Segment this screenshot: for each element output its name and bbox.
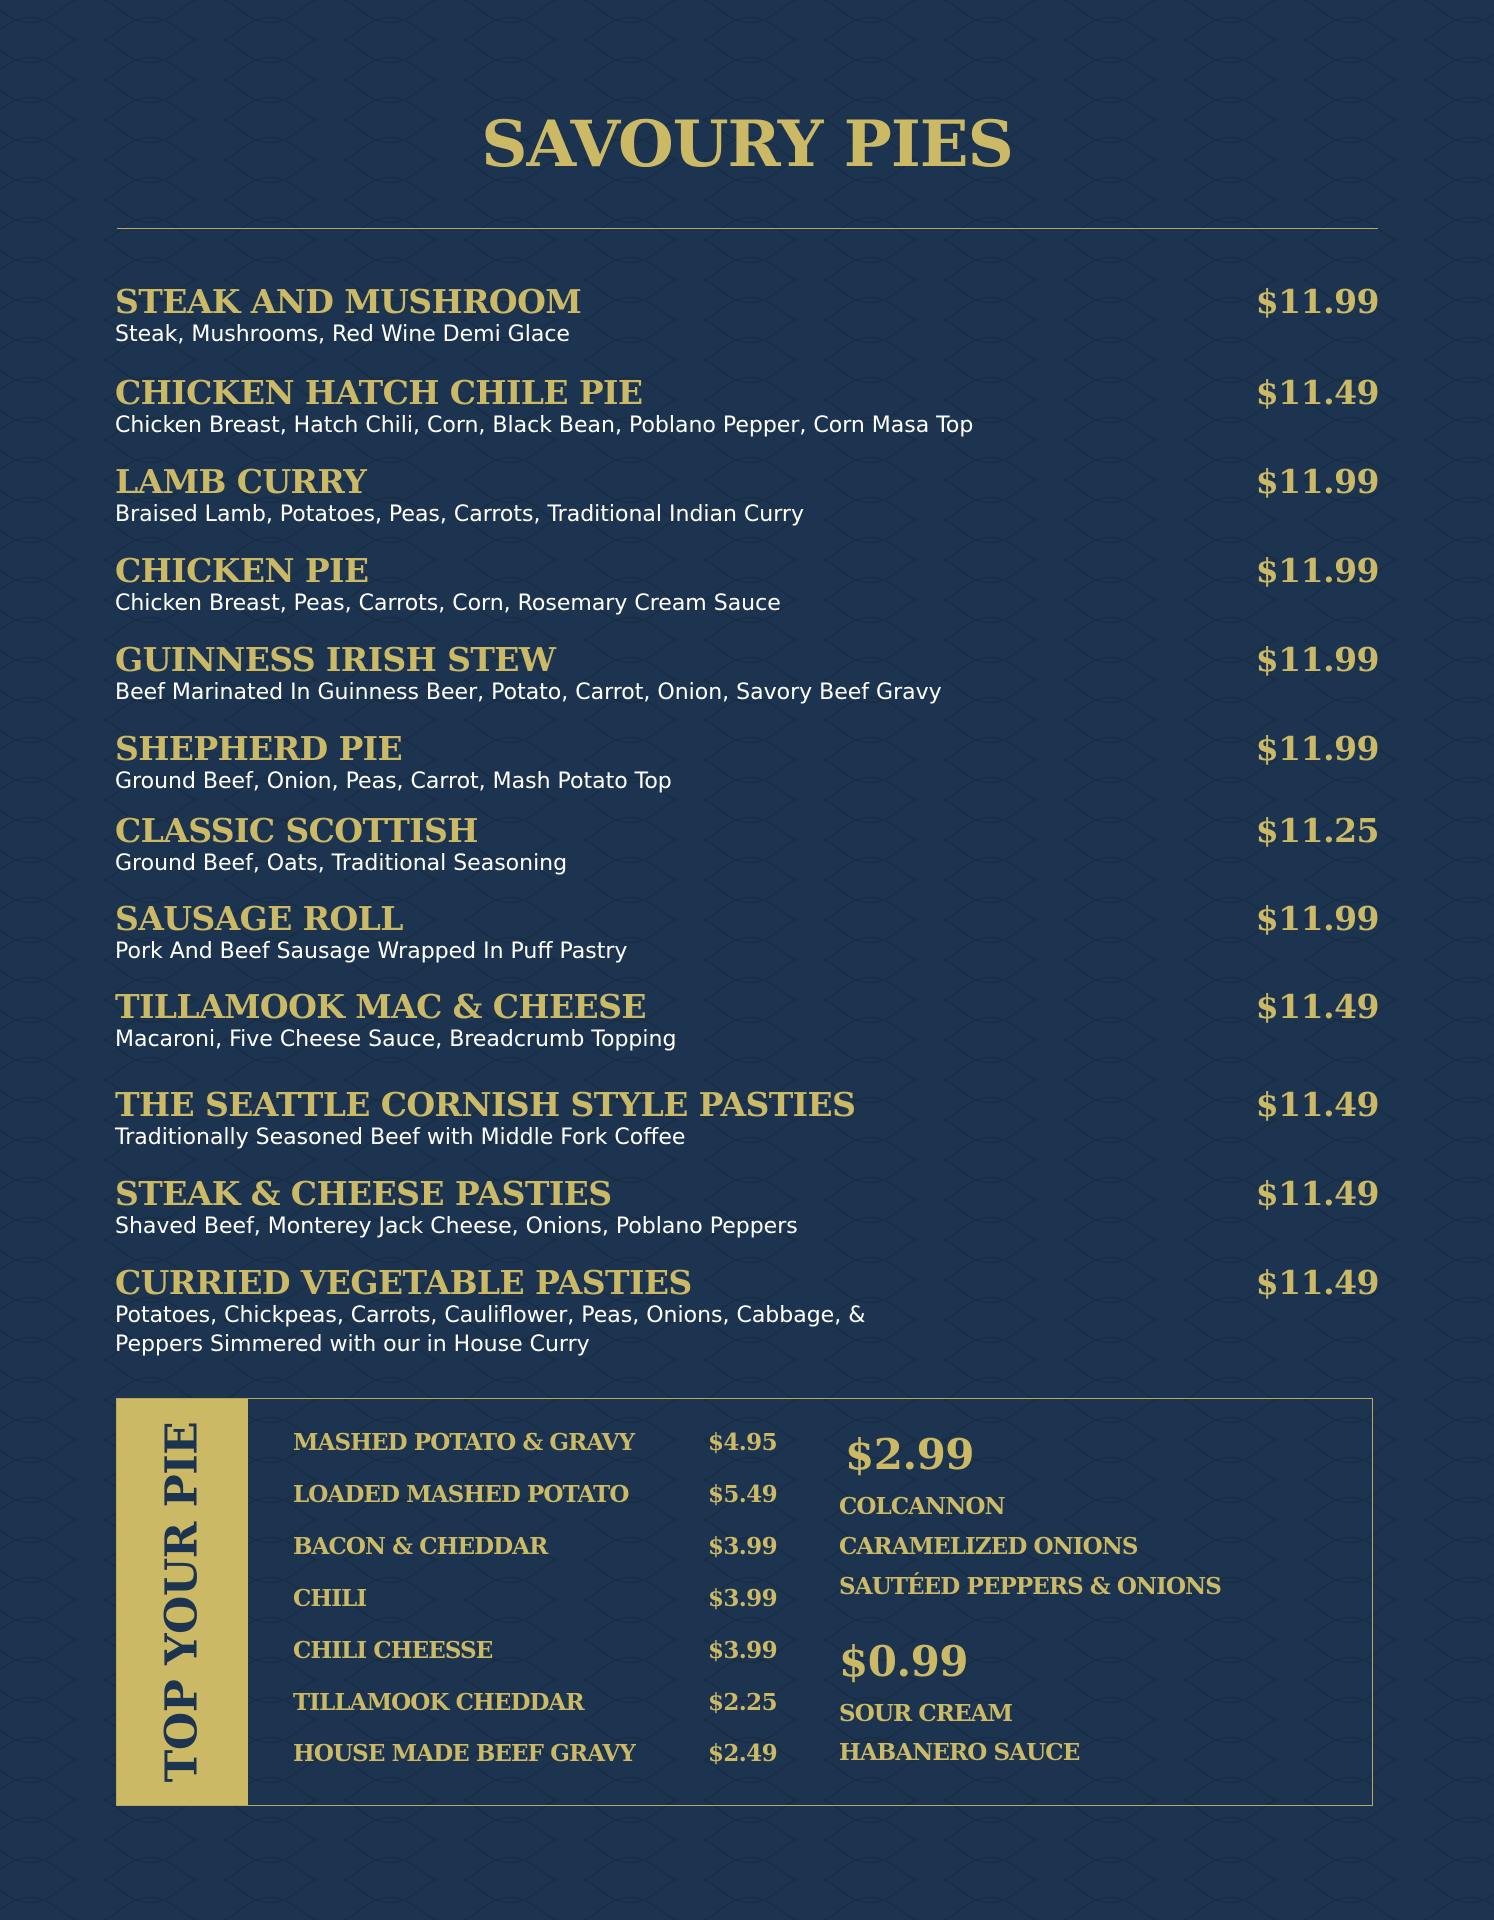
item-description: Potatoes, Chickpeas, Carrots, Cauliflower, Peas, Onions, Cabbage, & Peppers Simmered with our in House Curry <box>115 1303 866 1357</box>
item-price: $11.49 <box>1255 987 1379 1026</box>
item-price: $11.25 <box>1255 811 1379 850</box>
topping-price: $3.99 <box>707 1533 777 1560</box>
item-name: CURRIED VEGETABLE PASTIES <box>115 1263 692 1302</box>
topping-price: $4.95 <box>707 1429 777 1456</box>
item-description: Steak, Mushrooms, Red Wine Demi Glace <box>115 322 570 347</box>
item-price: $11.49 <box>1255 1085 1379 1124</box>
item-name: LAMB CURRY <box>115 462 367 501</box>
topping-name: CHILI CHEESSE <box>293 1637 493 1664</box>
item-price: $11.99 <box>1255 729 1379 768</box>
item-name: GUINNESS IRISH STEW <box>115 640 556 679</box>
group-item: HABANERO SAUCE <box>839 1739 1080 1766</box>
topping-row <box>293 1426 813 1460</box>
group-price: $0.99 <box>839 1637 969 1686</box>
item-name: SHEPHERD PIE <box>115 729 403 768</box>
toppings-box <box>116 1398 1373 1806</box>
topping-name: TILLAMOOK CHEDDAR <box>293 1689 584 1716</box>
item-description: Macaroni, Five Cheese Sauce, Breadcrumb Topping <box>115 1027 677 1052</box>
toppings-title-band <box>117 1399 248 1805</box>
topping-row <box>293 1686 813 1720</box>
topping-row <box>293 1530 813 1564</box>
topping-price: $5.49 <box>707 1481 777 1508</box>
item-price: $11.99 <box>1255 640 1379 679</box>
item-name: THE SEATTLE CORNISH STYLE PASTIES <box>115 1085 856 1124</box>
page-title: SAVOURY PIES <box>481 107 1013 182</box>
item-description: Beef Marinated In Guinness Beer, Potato, Carrot, Onion, Savory Beef Gravy <box>115 680 942 705</box>
item-description: Shaved Beef, Monterey Jack Cheese, Onions, Poblano Peppers <box>115 1214 798 1239</box>
item-name: CLASSIC SCOTTISH <box>115 811 478 850</box>
item-description: Chicken Breast, Hatch Chili, Corn, Black Bean, Poblano Pepper, Corn Masa Top <box>115 413 974 438</box>
item-description: Traditionally Seasoned Beef with Middle Fork Coffee <box>115 1125 686 1150</box>
group-price: $2.99 <box>845 1430 975 1479</box>
item-name: CHICKEN PIE <box>115 551 369 590</box>
item-description: Ground Beef, Oats, Traditional Seasoning <box>115 851 568 876</box>
topping-price: $2.25 <box>707 1689 777 1716</box>
item-price: $11.49 <box>1255 1263 1379 1302</box>
topping-row <box>293 1737 813 1771</box>
item-description: Braised Lamb, Potatoes, Peas, Carrots, Traditional Indian Curry <box>115 502 804 527</box>
toppings-title: TOP YOUR PIE <box>156 1421 208 1783</box>
item-price: $11.99 <box>1255 282 1379 321</box>
topping-row <box>293 1478 813 1512</box>
topping-price: $3.99 <box>707 1585 777 1612</box>
item-price: $11.49 <box>1255 1174 1379 1213</box>
group-item: SAUTÉED PEPPERS & ONIONS <box>839 1573 1221 1600</box>
topping-row <box>293 1634 813 1668</box>
topping-price: $2.49 <box>707 1740 777 1767</box>
topping-name: HOUSE MADE BEEF GRAVY <box>293 1740 635 1767</box>
title-divider <box>117 228 1378 229</box>
item-price: $11.99 <box>1255 462 1379 501</box>
item-price: $11.99 <box>1255 899 1379 938</box>
item-name: STEAK AND MUSHROOM <box>115 282 582 321</box>
item-price: $11.49 <box>1255 373 1379 412</box>
topping-name: CHILI <box>293 1585 367 1612</box>
topping-price: $3.99 <box>707 1637 777 1664</box>
item-description: Pork And Beef Sausage Wrapped In Puff Pastry <box>115 939 628 964</box>
item-price: $11.99 <box>1255 551 1379 590</box>
topping-row <box>293 1582 813 1616</box>
group-item: CARAMELIZED ONIONS <box>839 1533 1138 1560</box>
item-description: Chicken Breast, Peas, Carrots, Corn, Rosemary Cream Sauce <box>115 591 781 616</box>
item-description: Ground Beef, Onion, Peas, Carrot, Mash Potato Top <box>115 769 672 794</box>
group-item: SOUR CREAM <box>839 1700 1013 1727</box>
topping-name: BACON & CHEDDAR <box>293 1533 548 1560</box>
topping-name: MASHED POTATO & GRAVY <box>293 1429 635 1456</box>
topping-name: LOADED MASHED POTATO <box>293 1481 629 1508</box>
item-name: TILLAMOOK MAC & CHEESE <box>115 987 646 1026</box>
item-name: SAUSAGE ROLL <box>115 899 403 938</box>
item-name: STEAK & CHEESE PASTIES <box>115 1174 612 1213</box>
item-name: CHICKEN HATCH CHILE PIE <box>115 373 643 412</box>
group-item: COLCANNON <box>839 1493 1005 1520</box>
